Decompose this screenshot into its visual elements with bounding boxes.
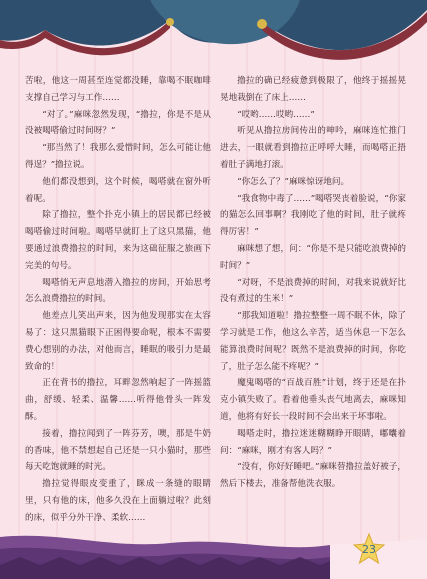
- paragraph: 正在背书的撸拉，耳畔忽然响起了一阵摇篮曲，舒缓、轻柔、温馨……听得他骨头一阵发酥。: [25, 378, 211, 422]
- paragraph: “哎哟……哎哟……”: [237, 109, 315, 120]
- paragraph: 苦啦，他这一周甚至连觉都没睡，靠喝不眠咖啡支撑自己学习与工作……: [25, 76, 211, 103]
- paragraph: 撸拉的确已经疲惫到极限了，他终于摇摇晃晃地栽倒在了床上……: [220, 76, 406, 103]
- paragraph: 他们都没想到，这个时候，喝嗒就在窗外听着呢。: [25, 176, 211, 204]
- paragraph: 撸拉觉得眼皮变重了，眯成一条缝的眼睛里，只有他的床，他多久没在上面躺过啦？此刻的床，似乎分外干净、柔软……: [25, 479, 211, 523]
- paragraph: “对呀，不是浪费掉的时间，对我来说就好比没有煮过的生米！”: [220, 277, 406, 305]
- paragraph: 除了撸拉，整个扑克小镇上的居民都已经被喝嗒偷过时间啦。喝嗒早就盯上了这只黑猫，他要通过浪费撸拉的时间，来为这础征服之旅画下完美的句号。: [25, 210, 211, 271]
- paragraph: “那我知道啦！撸拉整整一周不眠不休，除了学习就是工作，他这么辛苦，适当休息一下怎么能算浪费时间呢？既然不是浪费掉的时间，你吃了，肚子怎么能不疼呢？”: [220, 311, 406, 372]
- paragraph: “那当然了！我那么爱惜时间，怎么可能让他得逞？”撸拉说。: [25, 143, 211, 170]
- paragraph: “没有，你好好睡吧。”麻咪替撸拉盖好被子，然后下楼去，准备帮他洗衣服。: [220, 462, 406, 490]
- paragraph: 喝嗒走时，撸拉迷迷糊糊睁开眼睛，嘟囔着问：“麻咪，刚才有客人吗？”: [220, 428, 406, 456]
- page-number: 23: [362, 542, 376, 556]
- paragraph: 喝嗒悄无声息地潜入撸拉的房间，开始思考怎么浪费撸拉的时间。: [25, 277, 211, 305]
- paragraph: 麻咪想了想，问：“你是不是只能吃浪费掉的时间？”: [220, 243, 406, 271]
- paragraph: “你怎么了？”麻咪惊讶地问。: [237, 176, 350, 187]
- paragraph: 接着，撸拉闻到了一阵芬芳，噢，那是牛奶的香味，他不禁想起自己还是一只小猫时，那些每天吃饱就睡的时光。: [25, 428, 211, 473]
- left-text-column: [25, 73, 211, 527]
- paragraph: 听见从撸拉房间传出的呻吟，麻咪连忙推门进去，一眼就看到撸拉正呼呼大睡，而喝嗒正捂着肚子满地打滚。: [220, 126, 406, 170]
- top-curtain-decoration: [0, 0, 427, 70]
- paragraph: “我食物中毒了……”喝嗒哭丧着脸说，“你家的猫怎么回事啊？我刚吃了他的时间，肚子就疼得厉害！”: [220, 193, 406, 238]
- right-text-column: [220, 73, 406, 493]
- paragraph: “对了。”麻咪忽然发现，“撸拉，你是不是从没被喝嗒偷过时间呀？”: [25, 109, 211, 137]
- paragraph: 魔鬼喝嗒的“百战百胜”计划，终于还是在扑克小镇失败了。看着他垂头丧气地离去，麻咪知道，他将有好长一段时间不会出来干坏事啦。: [220, 378, 406, 422]
- paragraph: 他差点儿笑出声来，因为他发现那实在太容易了：这只黑猫眼下正困得要命呢，根本不需要费心想别的办法，对他而言，睡眠的吸引力是最致命的！: [25, 311, 211, 372]
